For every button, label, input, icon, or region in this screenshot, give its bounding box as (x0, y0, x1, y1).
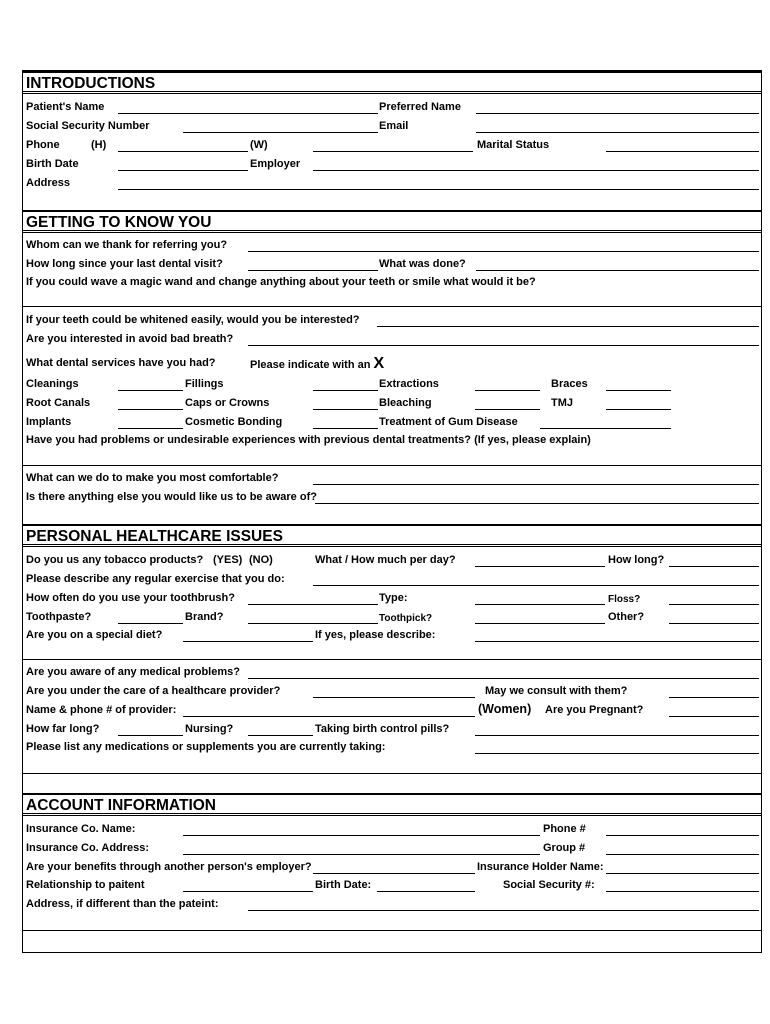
label-how-long: How long? (608, 554, 665, 566)
label-benefits: Are your benefits through another person's employer? (26, 861, 312, 873)
field-address[interactable] (118, 189, 759, 190)
field-cleanings[interactable] (118, 390, 183, 391)
label-indicate (250, 357, 384, 372)
field-preferred-name[interactable] (476, 113, 759, 114)
label-phone-work: (W) (250, 139, 268, 151)
label-ins-address: Insurance Co. Address: (26, 842, 150, 854)
label-acct-birth-date: Birth Date: (315, 879, 372, 891)
field-bad-breath[interactable] (248, 345, 759, 346)
field-implants[interactable] (118, 428, 183, 429)
label-nursing: Nursing? (185, 723, 234, 735)
row-divider (23, 930, 761, 931)
label-provider-name: Name & phone # of provider: (26, 704, 177, 716)
field-nursing[interactable] (248, 735, 313, 736)
label-pregnant: Are you Pregnant? (545, 704, 644, 716)
field-ins-address[interactable] (183, 854, 540, 855)
label-cosmetic: Cosmetic Bonding (185, 416, 283, 428)
label-implants: Implants (26, 416, 72, 428)
label-medical-problems: Are you aware of any medical problems? (26, 666, 240, 678)
label-tmj: TMJ (551, 397, 573, 409)
label-bleaching: Bleaching (379, 397, 432, 409)
label-ssn: Social Security Number (26, 120, 150, 132)
label-how-much: What / How much per day? (315, 554, 456, 566)
label-consult: May we consult with them? (485, 685, 628, 697)
label-preferred-name: Preferred Name (379, 101, 461, 113)
field-gum-disease[interactable] (540, 428, 671, 429)
field-phone-home[interactable] (118, 151, 248, 152)
field-root-canals[interactable] (118, 409, 183, 410)
option-no[interactable]: (NO) (249, 554, 273, 566)
field-toothpaste[interactable] (118, 623, 183, 624)
field-email[interactable] (476, 132, 759, 133)
x-mark: X (373, 355, 385, 372)
label-braces: Braces (551, 378, 588, 390)
label-bad-breath: Are you interested in avoid bad breath? (26, 333, 234, 345)
section-personal-healthcare: PERSONAL HEALTHCARE ISSUES (23, 524, 761, 547)
field-how-far[interactable] (118, 735, 183, 736)
label-whitened: If your teeth could be whitened easily, would you be interested? (26, 314, 360, 326)
field-comfortable[interactable] (313, 484, 759, 485)
field-last-visit[interactable] (248, 270, 378, 271)
field-toothpick[interactable] (475, 623, 605, 624)
field-holder-name[interactable] (606, 873, 759, 874)
label-birth-date: Birth Date (26, 158, 79, 170)
field-pregnant[interactable] (669, 716, 759, 717)
field-how-long[interactable] (669, 566, 759, 567)
indicate-text: Please indicate with an (250, 359, 371, 371)
label-address: Address (26, 177, 71, 189)
field-type[interactable] (475, 604, 605, 605)
field-medications[interactable] (475, 753, 759, 754)
label-phone: Phone (26, 139, 60, 151)
label-toothbrush: How often do you use your toothbrush? (26, 592, 235, 604)
field-group[interactable] (606, 854, 759, 855)
label-tobacco: Do you us any tobacco products? (26, 554, 204, 566)
label-marital-status: Marital Status (477, 139, 550, 151)
field-patients-name[interactable] (118, 113, 378, 114)
label-ins-name: Insurance Co. Name: (26, 823, 136, 835)
label-extractions: Extractions (379, 378, 439, 390)
field-address-diff[interactable] (248, 910, 759, 911)
label-holder-name: Insurance Holder Name: (477, 861, 604, 873)
field-anything-else[interactable] (315, 503, 759, 504)
field-referral[interactable] (248, 251, 759, 252)
label-email: Email (379, 120, 409, 132)
label-describe: If yes, please describe: (315, 629, 436, 641)
field-describe[interactable] (475, 641, 759, 642)
field-ins-name[interactable] (183, 835, 540, 836)
field-consult[interactable] (669, 697, 759, 698)
field-floss[interactable] (669, 604, 759, 605)
option-yes[interactable]: (YES) (213, 554, 243, 566)
field-birth-control[interactable] (475, 735, 759, 736)
label-ins-phone: Phone # (543, 823, 586, 835)
section-account-information: ACCOUNT INFORMATION (23, 793, 761, 816)
field-caps[interactable] (313, 409, 378, 410)
label-provider-care: Are you under the care of a healthcare provider? (26, 685, 281, 697)
label-women: (Women) (478, 702, 532, 716)
field-what-done[interactable] (476, 270, 759, 271)
label-toothpaste: Toothpaste? (26, 611, 92, 623)
label-medications: Please list any medications or supplements you are currently taking: (26, 741, 386, 753)
label-caps: Caps or Crowns (185, 397, 270, 409)
field-relationship[interactable] (183, 891, 313, 892)
label-comfortable: What can we do to make you most comfortable? (26, 472, 279, 484)
label-gum-disease: Treatment of Gum Disease (379, 416, 518, 428)
label-root-canals: Root Canals (26, 397, 91, 409)
label-other: Other? (608, 611, 645, 623)
label-employer: Employer (250, 158, 301, 170)
label-how-far: How far long? (26, 723, 100, 735)
label-relationship: Relationship to paitent (26, 879, 145, 891)
label-magic-wand: If you could wave a magic wand and change anything about your teeth or smile what would it be? (26, 276, 536, 288)
label-anything-else: Is there anything else you would like us to be aware of? (26, 491, 317, 503)
label-toothpick: Toothpick? (379, 613, 433, 624)
field-phone-work[interactable] (313, 151, 473, 152)
label-cleanings: Cleanings (26, 378, 79, 390)
label-type: Type: (379, 592, 408, 604)
label-services-had: What dental services have you had? (26, 357, 216, 369)
row-divider (23, 306, 761, 307)
field-birth-date[interactable] (118, 170, 248, 171)
field-bleaching[interactable] (475, 409, 540, 410)
field-tmj[interactable] (606, 409, 671, 410)
dental-intake-form (22, 70, 762, 953)
label-floss: Floss? (608, 594, 641, 605)
label-what-done: What was done? (379, 258, 466, 270)
field-cosmetic[interactable] (313, 428, 378, 429)
label-referral: Whom can we thank for referring you? (26, 239, 228, 251)
field-employer[interactable] (313, 170, 759, 171)
field-marital-status[interactable] (606, 151, 759, 152)
field-other[interactable] (669, 623, 759, 624)
field-brand[interactable] (248, 623, 378, 624)
label-address-diff: Address, if different than the pateint: (26, 898, 219, 910)
field-whitened[interactable] (377, 326, 759, 327)
field-acct-ssn[interactable] (606, 891, 759, 892)
field-benefits[interactable] (313, 873, 475, 874)
row-divider (23, 773, 761, 774)
section-introductions: INTRODUCTIONS (23, 71, 761, 94)
field-diet[interactable] (183, 641, 313, 642)
row-divider (23, 659, 761, 660)
label-last-visit: How long since your last dental visit? (26, 258, 223, 270)
field-braces[interactable] (606, 390, 671, 391)
field-exercise[interactable] (313, 585, 759, 586)
field-how-much[interactable] (475, 566, 605, 567)
field-medical-problems[interactable] (248, 678, 759, 679)
label-acct-ssn: Social Security #: (503, 879, 595, 891)
label-diet: Are you on a special diet? (26, 629, 163, 641)
field-extractions[interactable] (475, 390, 540, 391)
field-fillings[interactable] (313, 390, 378, 391)
label-exercise: Please describe any regular exercise that you do: (26, 573, 285, 585)
field-provider-name[interactable] (183, 716, 475, 717)
label-birth-control: Taking birth control pills? (315, 723, 450, 735)
field-ssn[interactable] (183, 132, 378, 133)
field-toothbrush[interactable] (248, 604, 378, 605)
label-fillings: Fillings (185, 378, 224, 390)
label-group: Group # (543, 842, 586, 854)
field-acct-birth-date[interactable] (377, 891, 475, 892)
field-provider-care[interactable] (313, 697, 475, 698)
label-phone-home: (H) (91, 139, 107, 151)
field-ins-phone[interactable] (606, 835, 759, 836)
label-patients-name: Patient's Name (26, 101, 105, 113)
label-brand: Brand? (185, 611, 224, 623)
section-getting-to-know-you: GETTING TO KNOW YOU (23, 210, 761, 233)
row-divider (23, 465, 761, 466)
label-problems: Have you had problems or undesirable experiences with previous dental treatments? (If yes, please explain) (26, 434, 591, 446)
